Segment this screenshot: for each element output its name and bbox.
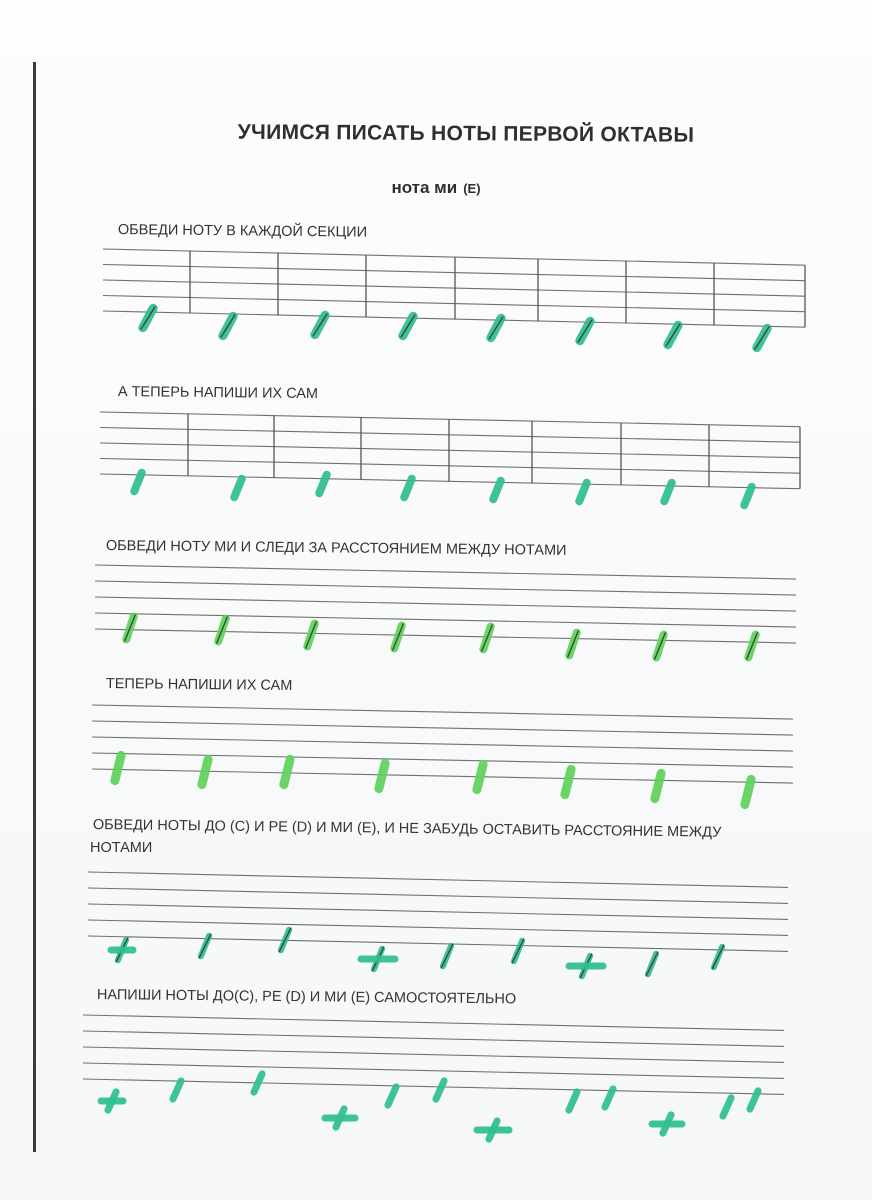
instruction-trace-c-d-e-line2: НОТАМИ: [90, 840, 153, 856]
instruction-write-yourself: А ТЕПЕРЬ НАПИШИ ИХ САМ: [117, 384, 319, 403]
marker-stroke: [284, 759, 290, 784]
subtitle-note-letter: (E): [463, 181, 481, 196]
note-e-24: [747, 633, 757, 659]
staff-line: [83, 1063, 784, 1078]
staff-line: [103, 280, 805, 296]
note-e-6: [578, 320, 592, 342]
note-e-11: [319, 475, 326, 494]
staff-line: [100, 428, 800, 443]
note-e-1: [141, 307, 155, 329]
note-e-30: [565, 769, 571, 794]
staff-line: [92, 769, 793, 783]
note-e-10: [234, 479, 241, 498]
note-e-50: [605, 1089, 613, 1107]
note-e-32: [745, 779, 751, 804]
staff-line: [88, 936, 788, 951]
marker-stroke: [436, 1081, 444, 1099]
marker-stroke: [115, 755, 121, 780]
pencil-line: [512, 939, 523, 962]
note-e-41: [712, 945, 723, 968]
marker-stroke: [202, 759, 208, 784]
staff-1: [103, 249, 805, 327]
staff-line: [103, 296, 805, 312]
note-e-2: [221, 315, 235, 337]
instruction-write-yourself-2: ТЕПЕРЬ НАПИШИ ИХ САМ: [105, 676, 293, 694]
marker-stroke: [173, 1081, 181, 1099]
note-e-43: [173, 1081, 181, 1099]
staff-5: [88, 872, 788, 951]
subtitle-note-name: нота ми: [391, 178, 458, 197]
note-e-31: [655, 773, 661, 798]
staff-line: [100, 459, 800, 474]
note-e-19: [306, 622, 316, 648]
instruction-trace-each-section: ОБВЕДИ НОТУ В КАЖДОЙ СЕКЦИИ: [117, 222, 368, 241]
marker-stroke: [234, 479, 241, 498]
marker-stroke: [569, 1092, 577, 1110]
note-e-42: [101, 1092, 123, 1110]
pencil-line: [712, 945, 723, 968]
marker-stroke: [388, 1087, 396, 1105]
instruction-write-c-d-e: НАПИШИ НОТЫ ДО(С), РЕ (D) И МИ (E) САМОСТОЯТЕЛЬНО: [96, 987, 517, 1008]
note-e-27: [284, 759, 290, 784]
marker-stroke: [745, 779, 751, 804]
marker-stroke: [319, 475, 326, 494]
note-e-3: [313, 314, 327, 336]
marker-stroke: [723, 1098, 731, 1116]
staff-line: [83, 1047, 784, 1062]
note-e-16: [744, 487, 751, 506]
note-e-14: [579, 483, 586, 502]
note-e-9: [134, 473, 141, 492]
staff-line: [95, 565, 796, 579]
note-e-18: [217, 617, 227, 643]
staff-line: [88, 872, 788, 887]
staff-line: [92, 737, 793, 751]
staff-3: [95, 565, 796, 643]
note-e-28: [379, 763, 385, 788]
marker-stroke: [579, 483, 586, 502]
note-e-37: [441, 944, 452, 967]
instruction-trace-c-d-e-line1: ОБВЕДИ НОТЫ ДО (С) И РЕ (D) И МИ (E), И НЕ ЗАБУДЬ ОСТАВИТЬ РАССТОЯНИЕ МЕЖДУ: [92, 817, 722, 841]
note-e-12: [404, 479, 411, 498]
marker-stroke: [605, 1089, 613, 1107]
marker-stroke: [477, 764, 483, 789]
staff-4: [92, 705, 793, 783]
pencil-line: [441, 944, 452, 967]
marker-stroke: [379, 763, 385, 788]
worksheet-title: УЧИМСЯ ПИСАТЬ НОТЫ ПЕРВОЙ ОКТАВЫ: [237, 120, 695, 147]
note-e-44: [254, 1074, 262, 1092]
staff-line: [95, 597, 796, 611]
staff-line: [95, 581, 796, 595]
note-e-52: [723, 1098, 731, 1116]
note-e-47: [436, 1081, 444, 1099]
marker-stroke: [565, 769, 571, 794]
note-e-8: [755, 327, 769, 349]
staff-line: [83, 1079, 784, 1094]
staff-line: [83, 1015, 784, 1030]
staff-line: [103, 249, 805, 265]
staff-line: [100, 474, 800, 489]
note-e-21: [482, 625, 492, 651]
note-e-45: [325, 1109, 355, 1127]
staff-line: [83, 1031, 784, 1046]
pencil-line: [646, 952, 657, 975]
staff-2: [100, 412, 800, 489]
marker-stroke: [404, 479, 411, 498]
note-e-38: [512, 939, 523, 962]
staff-line: [103, 265, 805, 281]
staff-line: [92, 705, 793, 719]
marker-stroke: [134, 473, 141, 492]
note-e-40: [646, 952, 657, 975]
note-e-25: [115, 755, 121, 780]
note-e-36: [361, 947, 395, 970]
staff-line: [100, 412, 800, 427]
staff-line: [88, 920, 788, 935]
note-e-49: [569, 1092, 577, 1110]
staff-line: [92, 721, 793, 735]
note-e-17: [125, 615, 135, 641]
note-e-13: [493, 481, 500, 500]
marker-stroke: [254, 1074, 262, 1092]
instruction-trace-mi-spacing: ОБВЕДИ НОТУ МИ И СЛЕДИ ЗА РАССТОЯНИЕМ МЕЖДУ НОТАМИ: [105, 538, 567, 559]
pencil-line: [199, 934, 210, 957]
note-e-20: [393, 624, 403, 650]
note-e-29: [477, 764, 483, 789]
note-e-7: [666, 324, 680, 346]
staff-line: [92, 753, 793, 767]
note-e-51: [652, 1115, 682, 1133]
staff-line: [103, 311, 805, 327]
note-e-39: [569, 954, 603, 977]
staff-line: [88, 888, 788, 903]
staff-line: [95, 613, 796, 627]
note-e-23: [655, 633, 665, 659]
staff-line: [100, 443, 800, 458]
staff-line: [95, 629, 796, 643]
note-e-46: [388, 1087, 396, 1105]
note-e-22: [568, 631, 578, 657]
marker-stroke: [493, 481, 500, 500]
note-e-34: [199, 934, 210, 957]
note-e-48: [477, 1121, 509, 1139]
marker-stroke: [655, 773, 661, 798]
staff-6: [83, 1015, 784, 1094]
note-e-33: [111, 938, 133, 961]
note-e-26: [202, 759, 208, 784]
staff-line: [88, 904, 788, 919]
marker-stroke: [744, 487, 751, 506]
